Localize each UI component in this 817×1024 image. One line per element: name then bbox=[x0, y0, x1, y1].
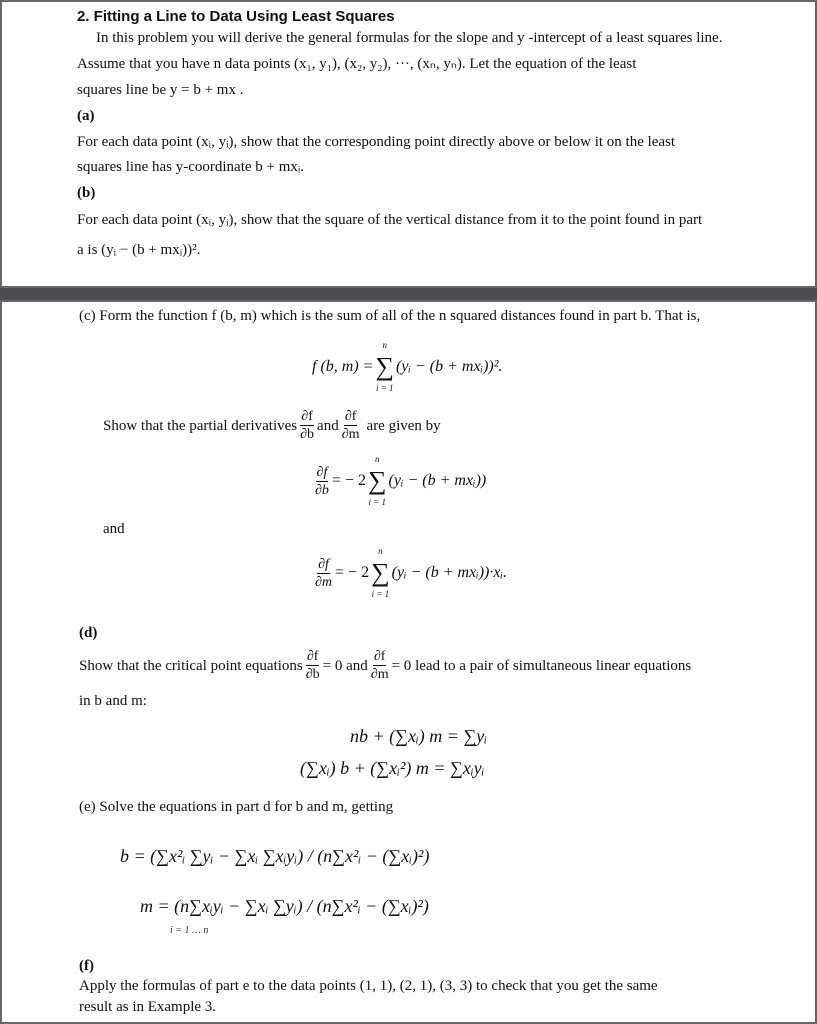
partials-sentence: Show that the partial derivatives $\frac{\partial f}{\partial b}$ and $\frac{\partial f}{\partial m}$ are given by bbox=[103, 409, 441, 442]
part-a-text: For each data point (xᵢ, yᵢ), show that the corresponding point directly above or below it on the least bbox=[77, 134, 676, 150]
equation-df-db: $\frac{\partial f}{\partial b}$ = − 2 n ∑ i = 1 (yᵢ − (b + mxᵢ)) bbox=[315, 454, 487, 507]
part-a-label: (a) bbox=[77, 108, 95, 124]
equation-df-dm: $\frac{\partial f}{\partial m}$ = − 2 n ∑ i = 1 (yᵢ − (b + mxᵢ))·xᵢ. bbox=[315, 546, 507, 599]
equation-f bbox=[312, 340, 503, 394]
sum-symbol: n ∑ i = 1 bbox=[371, 546, 390, 599]
problem-title: 2. Fitting a Line to Data Using Least Squares bbox=[77, 8, 395, 25]
part-d-text: in b and m: bbox=[79, 693, 147, 709]
b-formula: b = (∑x²ᵢ ∑yᵢ − ∑xᵢ ∑xᵢyᵢ) / (n∑x²ᵢ − (∑xᵢ)²) bbox=[120, 846, 430, 866]
sum-symbol: n ∑ i = 1 bbox=[367, 454, 387, 507]
part-c-text: (c) Form the function f (b, m) which is the sum of all of the n squared distances found in part b. That is, bbox=[79, 308, 701, 324]
intro-line: In this problem you will derive the general formulas for the slope and y -intercept of a least squares line. bbox=[96, 30, 723, 46]
part-a-text: squares line has y-coordinate b + mxᵢ. bbox=[77, 159, 305, 175]
part-b-label: (b) bbox=[77, 185, 96, 201]
part-f-text: result as in Example 3. bbox=[79, 999, 217, 1015]
intro-line: squares line be y = b + mx . bbox=[77, 82, 244, 98]
eq-lhs: f (b, m) = bbox=[312, 358, 374, 375]
linear-equation-2: (∑xᵢ) b + (∑xᵢ²) m = ∑xᵢyᵢ bbox=[300, 758, 485, 778]
intro-line: Assume that you have n data points (x₁, y₁), (x₂, y₂), ···, (xₙ, yₙ). Let the equation of the least bbox=[77, 56, 637, 72]
sum-limits-note: i = 1 … n bbox=[170, 925, 209, 936]
separator-band bbox=[0, 288, 817, 300]
part-b-text: a is (yᵢ − (b + mxᵢ))². bbox=[77, 242, 201, 258]
part-d-label: (d) bbox=[79, 625, 98, 641]
part-e-text: (e) Solve the equations in part d for b and m, getting bbox=[79, 799, 394, 815]
linear-equation-1: nb + (∑xᵢ) m = ∑yᵢ bbox=[350, 726, 488, 746]
and-text: and bbox=[103, 521, 125, 537]
m-formula: m = (n∑xᵢyᵢ − ∑xᵢ ∑yᵢ) / (n∑x²ᵢ − (∑xᵢ)²) bbox=[140, 896, 429, 916]
part-b-text: For each data point (xᵢ, yᵢ), show that the square of the vertical distance from it to the point found in part bbox=[77, 212, 703, 228]
part-f-label: (f) bbox=[79, 958, 94, 974]
eq-rhs: (yᵢ − (b + mxᵢ))². bbox=[396, 358, 503, 375]
critical-sentence: Show that the critical point equations $\frac{\partial f}{\partial b}$ = 0 and $\frac{\partial f}{\partial m}$ = 0 lead to a pair of simultaneous linear equations bbox=[79, 649, 692, 682]
part-f-text: Apply the formulas of part e to the data points (1, 1), (2, 1), (3, 3) to check that you get the same bbox=[79, 978, 658, 994]
sum-symbol: n ∑ i = 1 bbox=[375, 340, 394, 393]
